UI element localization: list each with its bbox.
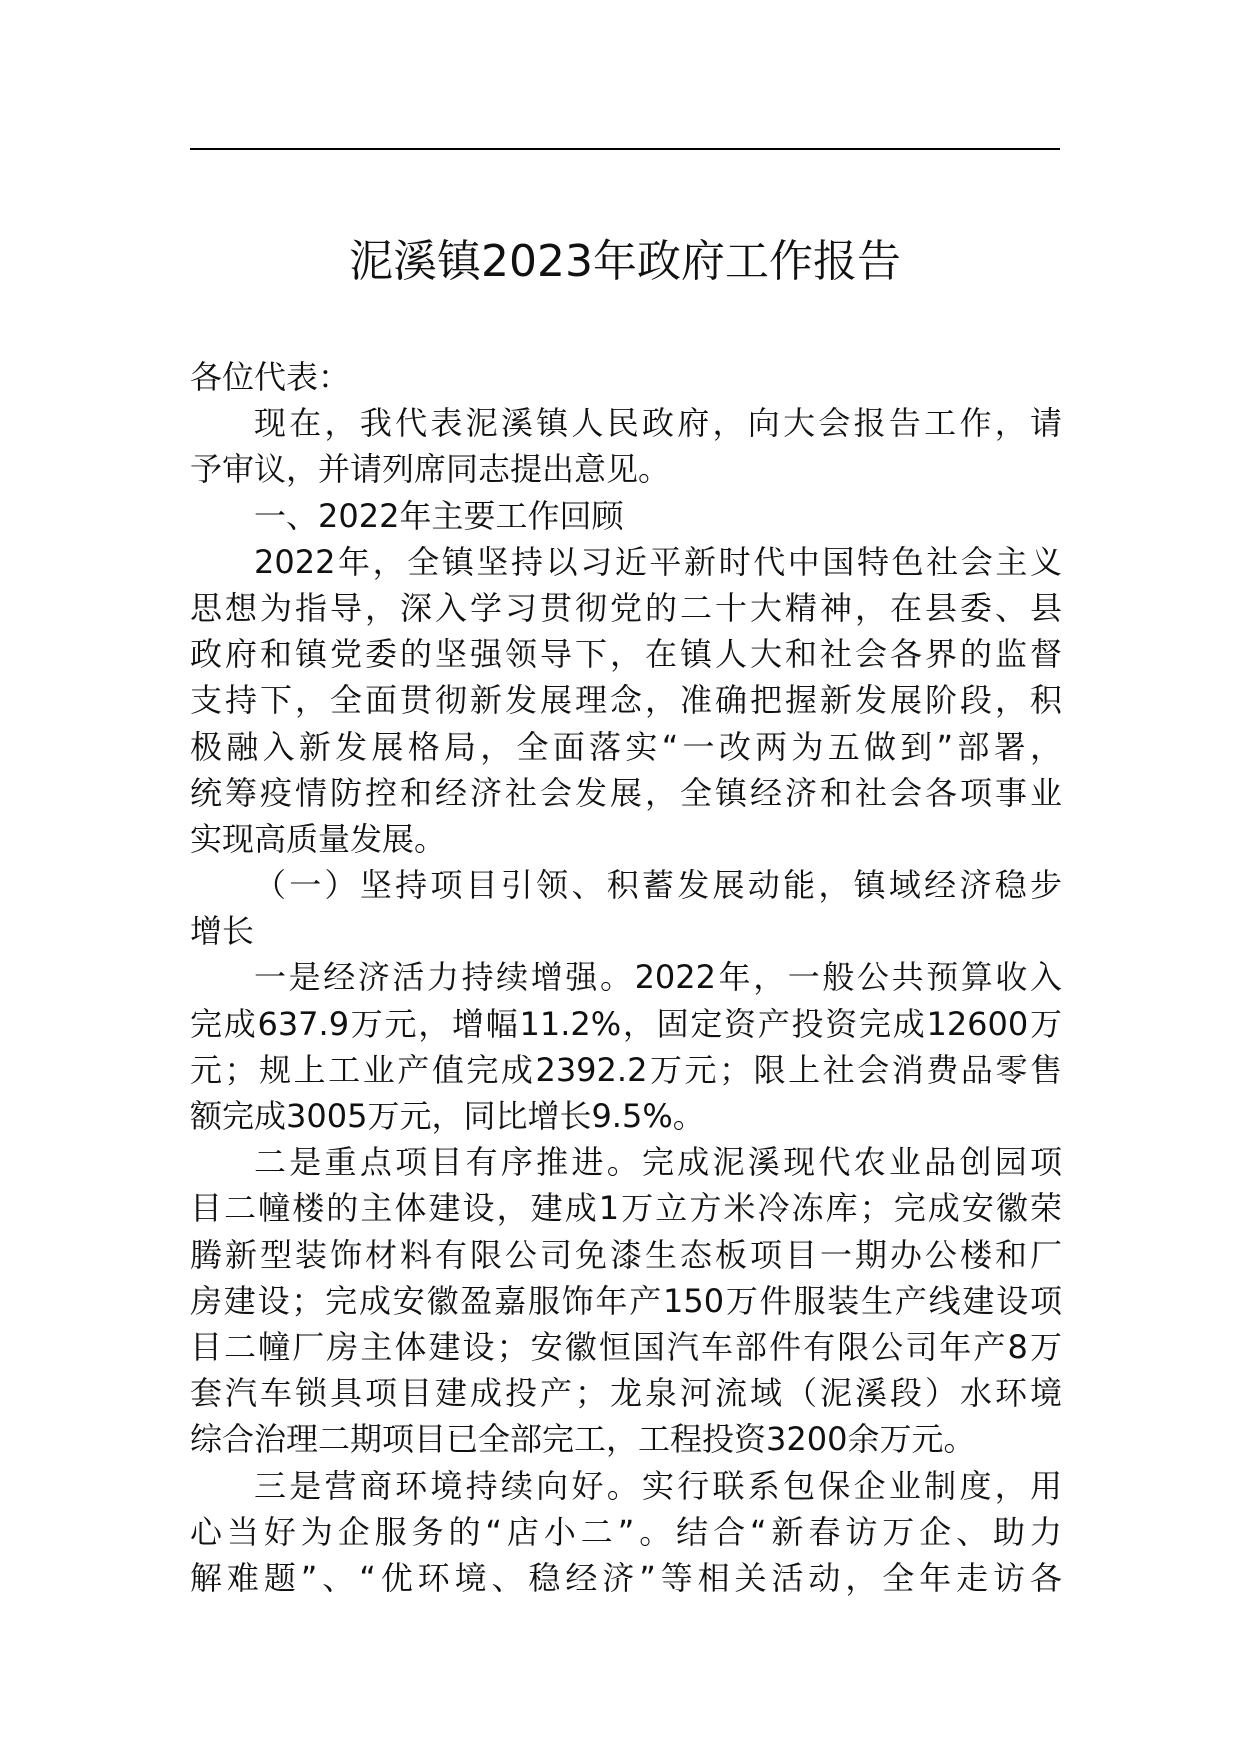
- paragraph-line: 思想为指导，深入学习贯彻党的二十大精神，在县委、县: [190, 588, 1062, 627]
- paragraph-line: 腾新型装饰材料有限公司免漆生态板项目一期办公楼和厂: [190, 1235, 1062, 1274]
- header-rule: [190, 148, 1060, 150]
- paragraph-line: 目二幢楼的主体建设，建成1万立方米冷冻库；完成安徽荣: [190, 1189, 1062, 1228]
- paragraph-line: 极融入新发展格局，全面落实“一改两为五做到”部署，: [190, 727, 1062, 766]
- paragraph-line: 一是经济活力持续增强。2022年，一般公共预算收入: [254, 958, 1062, 997]
- paragraph-line: 套汽车锁具项目建成投产；龙泉河流域（泥溪段）水环境: [190, 1374, 1062, 1413]
- subsection-heading: 增长: [190, 912, 255, 951]
- paragraph-line: 统筹疫情防控和经济社会发展，全镇经济和社会各项事业: [190, 773, 1062, 812]
- paragraph-line: 予审议，并请列席同志提出意见。: [190, 450, 671, 489]
- paragraph-line: 综合治理二期项目已全部完工，工程投资3200余万元。: [190, 1420, 976, 1459]
- paragraph-line: 三是营商环境持续向好。实行联系包保企业制度，用: [254, 1466, 1062, 1505]
- paragraph-line: 实现高质量发展。: [190, 819, 447, 858]
- section-heading: 一、2022年主要工作回顾: [254, 496, 624, 535]
- paragraph-line: 目二幢厂房主体建设；安徽恒国汽车部件有限公司年产8万: [190, 1327, 1062, 1366]
- paragraph-line: 二是重点项目有序推进。完成泥溪现代农业品创园项: [254, 1143, 1062, 1182]
- salutation-line: 各位代表：: [190, 358, 351, 396]
- paragraph-line: 房建设；完成安徽盈嘉服饰年产150万件服装生产线建设项: [190, 1281, 1062, 1320]
- paragraph-line: 政府和镇党委的坚强领导下，在镇人大和社会各界的监督: [190, 635, 1062, 674]
- subsection-heading: （一）坚持项目引领、积蓄发展动能，镇域经济稳步: [254, 866, 1062, 905]
- paragraph-line: 现在，我代表泥溪镇人民政府，向大会报告工作，请: [254, 404, 1062, 443]
- document-title: 泥溪镇2023年政府工作报告: [349, 236, 901, 287]
- paragraph-line: 完成637.9万元，增幅11.2%，固定资产投资完成12600万: [190, 1004, 1062, 1043]
- paragraph-line: 元；规上工业产值完成2392.2万元；限上社会消费品零售: [190, 1050, 1062, 1089]
- paragraph-line: 额完成3005万元，同比增长9.5%。: [190, 1097, 705, 1135]
- paragraph-line: 心当好为企服务的“店小二”。结合“新春访万企、助力: [190, 1512, 1062, 1551]
- paragraph-line: 2022年，全镇坚持以习近平新时代中国特色社会主义: [254, 542, 1062, 581]
- document-body: [190, 354, 1062, 1601]
- paragraph-line: 支持下，全面贯彻新发展理念，准确把握新发展阶段，积: [190, 681, 1062, 720]
- paragraph-line: 解难题”、“优环境、稳经济”等相关活动，全年走访各: [190, 1558, 1062, 1597]
